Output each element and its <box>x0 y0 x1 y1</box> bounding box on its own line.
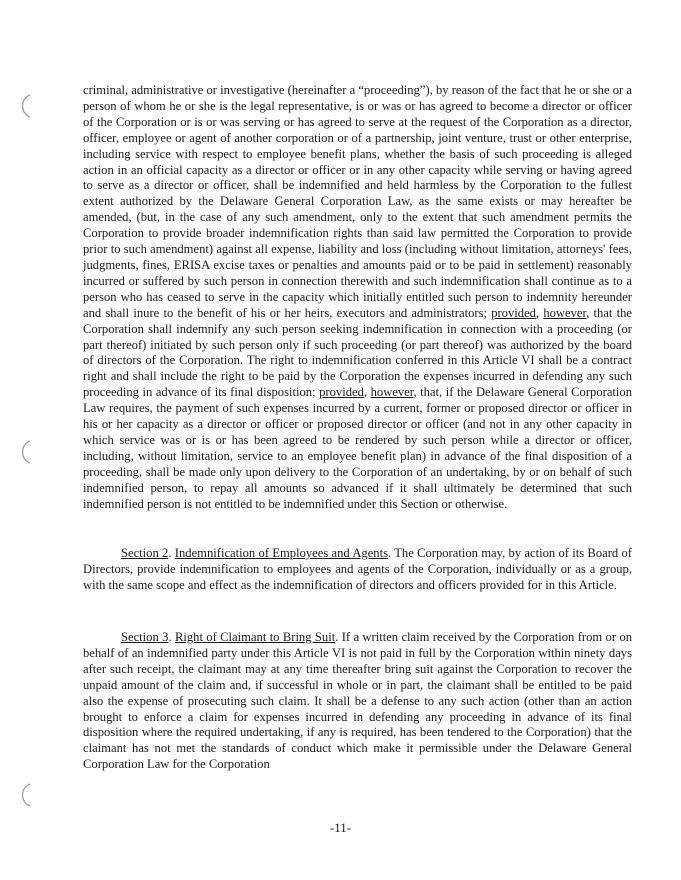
binder-hole-mark-middle <box>14 439 36 465</box>
section-3-separator: . <box>168 630 175 644</box>
section-3-paragraph <box>83 630 632 773</box>
however-term: however <box>543 305 587 320</box>
section-2-paragraph <box>83 546 632 594</box>
binder-hole-mark-bottom <box>14 782 36 808</box>
section-3-label: Section 3 <box>121 630 169 644</box>
section-2-label: Section 2 <box>121 546 169 560</box>
however-term: however <box>370 385 414 400</box>
binder-hole-mark-top <box>14 93 36 119</box>
paragraph-text-part-c: , that, if the Delaware General Corporation Law requires, the payment of such expenses incurred by a current, former or proposed director or officer in his or her capacity as a director or officer or proposed director or officer (and not in any other capacity in which service was or is or has been agreed to be rendered by such person while a director or officer, including, without limitation, service to an employee benefit plan) in advance of the final disposition of a proceeding, shall be made only upon delivery to the Corporation of an undertaking, by or on behalf of such indemnified person, to repay all amounts so advanced if it shall ultimately be determined that such indemnified person is not entitled to be indemnified under this Section or otherwise. <box>83 385 632 511</box>
provided-term: provided <box>491 305 536 320</box>
paragraph-text-part-b: , that the Corporation shall indemnify any such person seeking indemnification in connection with a proceeding (or part thereof) initiated by such person only if such proceeding (or part thereof) was authorized by the board of directors of the Corporation. The right to indemnification conferred in this Article VI shall be a contract right and shall include the right to be paid by the Corporation the expenses incurred in defending any such proceeding in advance of its final disposition; <box>83 305 633 400</box>
section-3-text: . If a written claim received by the Corporation from or on behalf of an indemnified party under this Article VI is not paid in full by the Corporation within ninety days after such receipt, the claimant may at any time thereafter bring suit against the Corporation to recover the unpaid amount of the claim and, if successful in whole or in part, the claimant shall be entitled to be paid also the expense of prosecuting such claim. It shall be a defense to any such action (other than an action brought to enforce a claim for expenses incurred in defending any proceeding in advance of its final disposition where the required undertaking, if any is required, has been tendered to the Corporation) that the claimant has not met the standards of conduct which make it permissible under the Delaware General Corporation Law for the Corporation <box>83 630 632 772</box>
section-2-heading: Indemnification of Employees and Agents <box>174 546 388 560</box>
section-2-text: . The Corporation may, by action of its Board of Directors, provide indemnification to employees and agents of the Corporation, individually or as a group, with the same scope and effect as the indemnification of directors and officers provided for in this Article. <box>83 546 632 592</box>
indemnification-paragraph <box>83 83 632 512</box>
section-2-separator: . <box>168 546 175 560</box>
provided-term: provided <box>319 385 364 400</box>
section-3-heading: Right of Claimant to Bring Suit <box>174 630 336 644</box>
paragraph-text-part-a: criminal, administrative or investigative (hereinafter a “proceeding”), by reason of the fact that he or she or a person of whom he or she is the legal representative, is or was or has agreed to become a director or officer of the Corporation or is or was serving or has agreed to serve at the request of the Corporation as a director, officer, employee or agent of another corporation or of a partnership, joint venture, trust or other enterprise, including service with respect to employee benefit plans, whether the basis of such proceeding is alleged action in an official capacity as a director or officer or in any other capacity while serving or having agreed to serve as a director or officer, shall be indemnified and held harmless by the Corporation to the fullest extent authorized by the Delaware General Corporation Law, as the same exists or may hereafter be amended, (but, in the case of any such amendment, only to the extent that such amendment permits the Corporation to provide broader indemnification rights than said law permitted the Corporation to provide prior to such amendment) against all expense, liability and loss (including without limitation, attorneys' fees, judgments, fines, ERISA excise taxes or penalties and amounts paid or to be paid in settlement) reasonably incurred or suffered by such person in connection therewith and such indemnification shall continue as to a person who has ceased to serve in the capacity which initially entitled such person to indemnity hereunder and shall inure to the benefit of his or her heirs, executors and administrators; <box>83 83 632 320</box>
term-separator: , <box>535 305 544 320</box>
page-number: -11- <box>329 820 352 835</box>
term-separator: , <box>363 385 371 400</box>
